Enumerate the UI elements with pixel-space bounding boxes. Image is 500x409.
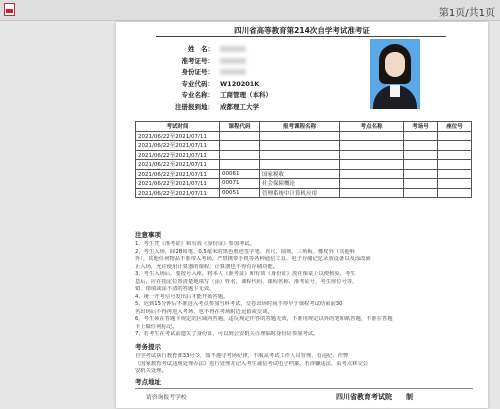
- note-line: 7、若考生在考试前遗失了身份证，可以到公安机关办理临时身份证参加考试。: [135, 331, 319, 337]
- table-cell: 2021/06/22至2021/07/11: [136, 160, 220, 170]
- note-line: 5、迟到15分钟后不准进入考点参加当科考试，交卷出场时间不得早于课程考试结束前30: [135, 301, 343, 307]
- viewer-toolbar: [0, 0, 500, 21]
- table-cell: [438, 188, 472, 198]
- header-course-name: 报考课程名称: [260, 122, 340, 132]
- header-site-name: 考点名称: [340, 122, 404, 132]
- table-cell: [438, 131, 472, 141]
- table-cell: [404, 141, 438, 151]
- table-cell: [340, 169, 404, 179]
- address-heading: 考点地址: [135, 378, 161, 386]
- header-seat-number: 座位号: [438, 122, 472, 132]
- table-row: [136, 169, 472, 179]
- hint-line: 《国家教育考试违规处理办法》进行处理并记入考生诚信考试电子档案。若涉嫌违法，由考点移交公: [135, 360, 369, 367]
- table-cell: [220, 160, 260, 170]
- hint-line: 自学考试执行教育部33号令，如不遵守考场纪律，不服从考试工作人员管理，有违纪、作弊: [135, 353, 349, 359]
- exam-site-address: 请咨询报考学校: [146, 395, 187, 401]
- table-cell: [404, 150, 438, 160]
- table-row: [136, 179, 472, 189]
- table-cell: [404, 188, 438, 198]
- notes-heading: 注意事项: [135, 231, 161, 239]
- table-cell: 2021/06/22至2021/07/11: [136, 188, 220, 198]
- redacted-value: [220, 69, 246, 75]
- header-course-code: 课程代码: [220, 122, 260, 132]
- table-cell: [404, 131, 438, 141]
- hint-text: [135, 353, 475, 376]
- table-cell: [438, 179, 472, 189]
- table-cell: 2021/06/22至2021/07/11: [136, 150, 220, 160]
- admission-ticket-page: [116, 22, 488, 408]
- field-major-code: 专业代码： W120201K: [181, 79, 260, 88]
- table-row: [136, 150, 472, 160]
- table-cell: [260, 160, 340, 170]
- redacted-value: [220, 46, 246, 52]
- title-divider: [156, 36, 446, 37]
- table-cell: 00051: [220, 188, 260, 198]
- candidate-info: [154, 44, 272, 113]
- note-line: 卡上做任何标记。: [135, 323, 178, 330]
- redacted-value: [220, 58, 246, 64]
- note-line: 名出场后不得再进入考场，也不得在考场附近逗留或交谈。: [135, 308, 273, 315]
- table-cell: 国家税收: [260, 169, 340, 179]
- table-cell: 00061: [220, 169, 260, 179]
- field-id-number: 身份证号：: [154, 67, 272, 79]
- table-cell: 00071: [220, 179, 260, 189]
- table-cell: [220, 141, 260, 151]
- footer-divider: [135, 388, 473, 389]
- table-cell: 2021/06/22至2021/07/11: [136, 169, 220, 179]
- table-cell: [260, 131, 340, 141]
- table-row: [136, 188, 472, 198]
- table-cell: [220, 150, 260, 160]
- table-cell: 社会保障概论: [260, 179, 340, 189]
- field-major-name: 专业名称： 工商管理（本科）: [181, 91, 272, 99]
- note-line: 外），其他任何物品不准带入考场。严禁携带手机等各种通信工具、电子存储记忆录放设备以及涂改液: [135, 256, 371, 262]
- table-cell: [340, 160, 404, 170]
- table-header-row: [136, 122, 472, 132]
- table-cell: [404, 179, 438, 189]
- table-cell: [438, 169, 472, 179]
- table-cell: [260, 150, 340, 160]
- note-line: 3、考生入场后，要按号入座，将本人《准考证》和有效《身份证》放在课桌上以便核验。考生: [135, 271, 356, 277]
- table-cell: 2021/06/22至2021/07/11: [136, 141, 220, 151]
- field-ticket-number: 准考证号：: [154, 56, 272, 68]
- table-cell: [340, 131, 404, 141]
- notes-list: [135, 241, 473, 339]
- note-line: 错、错填或涂不清的答题卡无效。: [135, 286, 215, 292]
- table-cell: 2021/06/22至2021/07/11: [136, 179, 220, 189]
- table-cell: 2021/06/22至2021/07/11: [136, 131, 220, 141]
- table-cell: [438, 150, 472, 160]
- table-cell: [260, 141, 340, 151]
- note-line: 2、考生入场，除2B铅笔、0.5毫米的黑色墨迹签字笔、直尺、圆规、三角板、橡皮外（其他科: [135, 248, 356, 255]
- note-line: 止入场，允许使用计算器的课程，计算器也不得有存储功能。: [135, 263, 279, 270]
- table-cell: [340, 150, 404, 160]
- issuer: 四川省教育考试院 制: [336, 393, 413, 401]
- note-line: 4、统一开考信号发出后才能开始答题。: [135, 293, 229, 300]
- candidate-photo: [370, 39, 420, 109]
- hint-line: 安机关处理。: [135, 368, 167, 374]
- table-row: [136, 141, 472, 151]
- table-cell: [404, 169, 438, 179]
- pdf-file-icon: [4, 3, 15, 16]
- table-cell: [404, 160, 438, 170]
- field-name: 姓 名：: [154, 44, 272, 56]
- table-cell: [340, 188, 404, 198]
- exam-schedule-table: [135, 121, 472, 198]
- page-indicator: 第1页/共1页: [438, 8, 495, 19]
- table-cell: [340, 141, 404, 151]
- field-registration-site: 注册报到地： 成都理工大学: [175, 102, 259, 111]
- header-room-number: 考场号: [404, 122, 438, 132]
- note-line: 1、考生凭《准考证》和有效《身份证》参加考试。: [135, 241, 255, 247]
- table-cell: [220, 131, 260, 141]
- ticket-title: 四川省高等教育第214次自学考试准考证: [234, 26, 370, 35]
- table-row: [136, 160, 472, 170]
- hint-heading: 考务提示: [135, 343, 161, 351]
- table-cell: [438, 160, 472, 170]
- table-row: [136, 131, 472, 141]
- table-cell: [340, 179, 404, 189]
- header-exam-time: 考试时间: [136, 122, 220, 132]
- table-cell: [438, 141, 472, 151]
- table-cell: 管理系统中计算机应用: [260, 188, 340, 198]
- note-line: 息后，应在指定位置清楚地填写（涂）姓名、课程代码、课程名称、准考证号、考生座位号等，: [135, 278, 358, 285]
- note-line: 6、考生须在答题卡规定的区域内答题，违反规定作答的答题无效，不准用规定以外的笔和纸答题，不准在答题: [135, 316, 393, 322]
